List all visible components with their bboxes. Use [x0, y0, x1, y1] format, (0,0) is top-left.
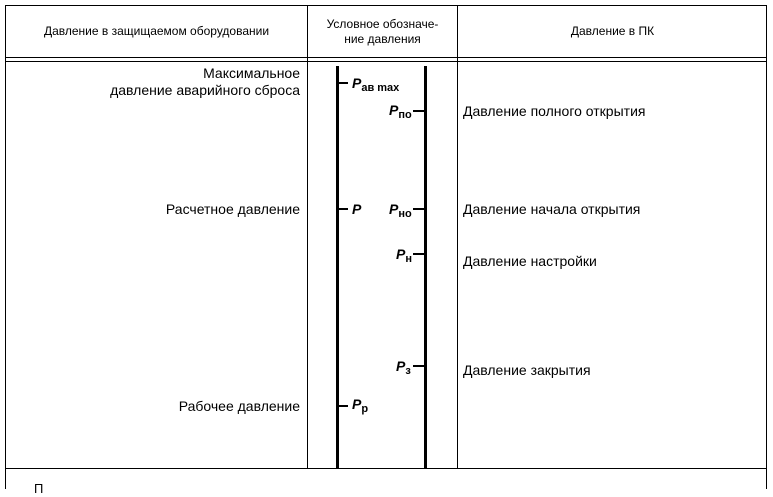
header-protected-equipment	[6, 6, 307, 57]
header-col3-text: Давление в ПК	[570, 24, 655, 38]
symbol-p-design-letter: P	[352, 201, 362, 217]
symbol-p-working	[352, 396, 368, 417]
header-separator-top	[5, 57, 767, 58]
header-valve-pressure	[458, 6, 767, 57]
symbol-p-full-open	[389, 102, 412, 123]
tick-working	[339, 405, 348, 407]
header-separator-bottom	[5, 61, 767, 62]
label-setting: Давление настройки	[463, 253, 597, 269]
tick-setting	[413, 253, 424, 255]
column-divider-1	[307, 5, 308, 468]
header-col2-line2: ние давления	[344, 31, 421, 46]
symbol-p-setting	[396, 246, 412, 267]
symbol-p-closing-letter: P	[396, 358, 406, 374]
symbol-p-setting-letter: P	[396, 246, 406, 262]
label-max-emergency	[20, 65, 300, 99]
label-start-open: Давление начала открытия	[463, 201, 641, 217]
symbol-p-full-open-sub: по	[398, 109, 412, 121]
tick-start-open	[413, 208, 424, 210]
pressure-bar-valve	[424, 66, 427, 468]
label-full-open: Давление полного открытия	[463, 103, 646, 119]
footer-note-partial: П	[34, 481, 44, 496]
tick-design	[339, 208, 348, 210]
symbol-p-closing-sub: з	[405, 365, 411, 377]
symbol-p-working-sub: р	[361, 403, 369, 415]
symbol-p-setting-sub: н	[405, 253, 412, 265]
symbol-p-start-open-letter: P	[389, 201, 399, 217]
symbol-p-full-open-letter: P	[389, 102, 399, 118]
symbol-p-working-letter: P	[352, 396, 362, 412]
symbol-p-closing	[396, 358, 411, 379]
symbol-p-start-open	[389, 201, 412, 222]
label-max-line2: давление аварийного сброса	[110, 82, 300, 98]
header-col2-line1: Условное обозначе-	[326, 16, 439, 31]
pressure-bar-equipment	[336, 66, 339, 468]
symbol-p-start-open-sub: но	[398, 208, 412, 220]
symbol-p-design	[352, 201, 361, 217]
column-divider-2	[457, 5, 458, 468]
header-symbol	[308, 6, 457, 57]
label-working-pressure: Рабочее давление	[178, 398, 300, 414]
symbol-p-max-letter: P	[352, 75, 362, 91]
tick-closing	[413, 365, 424, 367]
tick-max-emergency	[339, 82, 348, 84]
header-col1-text: Давление в защищаемом оборудовании	[43, 24, 270, 38]
label-max-line1: Максимальное	[203, 65, 300, 81]
label-design-pressure: Расчетное давление	[165, 201, 300, 217]
tick-full-open	[413, 110, 424, 112]
body-bottom-line	[5, 468, 767, 469]
symbol-p-max	[352, 75, 399, 96]
symbol-p-max-sub: ав max	[361, 82, 400, 94]
label-closing: Давление закрытия	[463, 362, 591, 378]
